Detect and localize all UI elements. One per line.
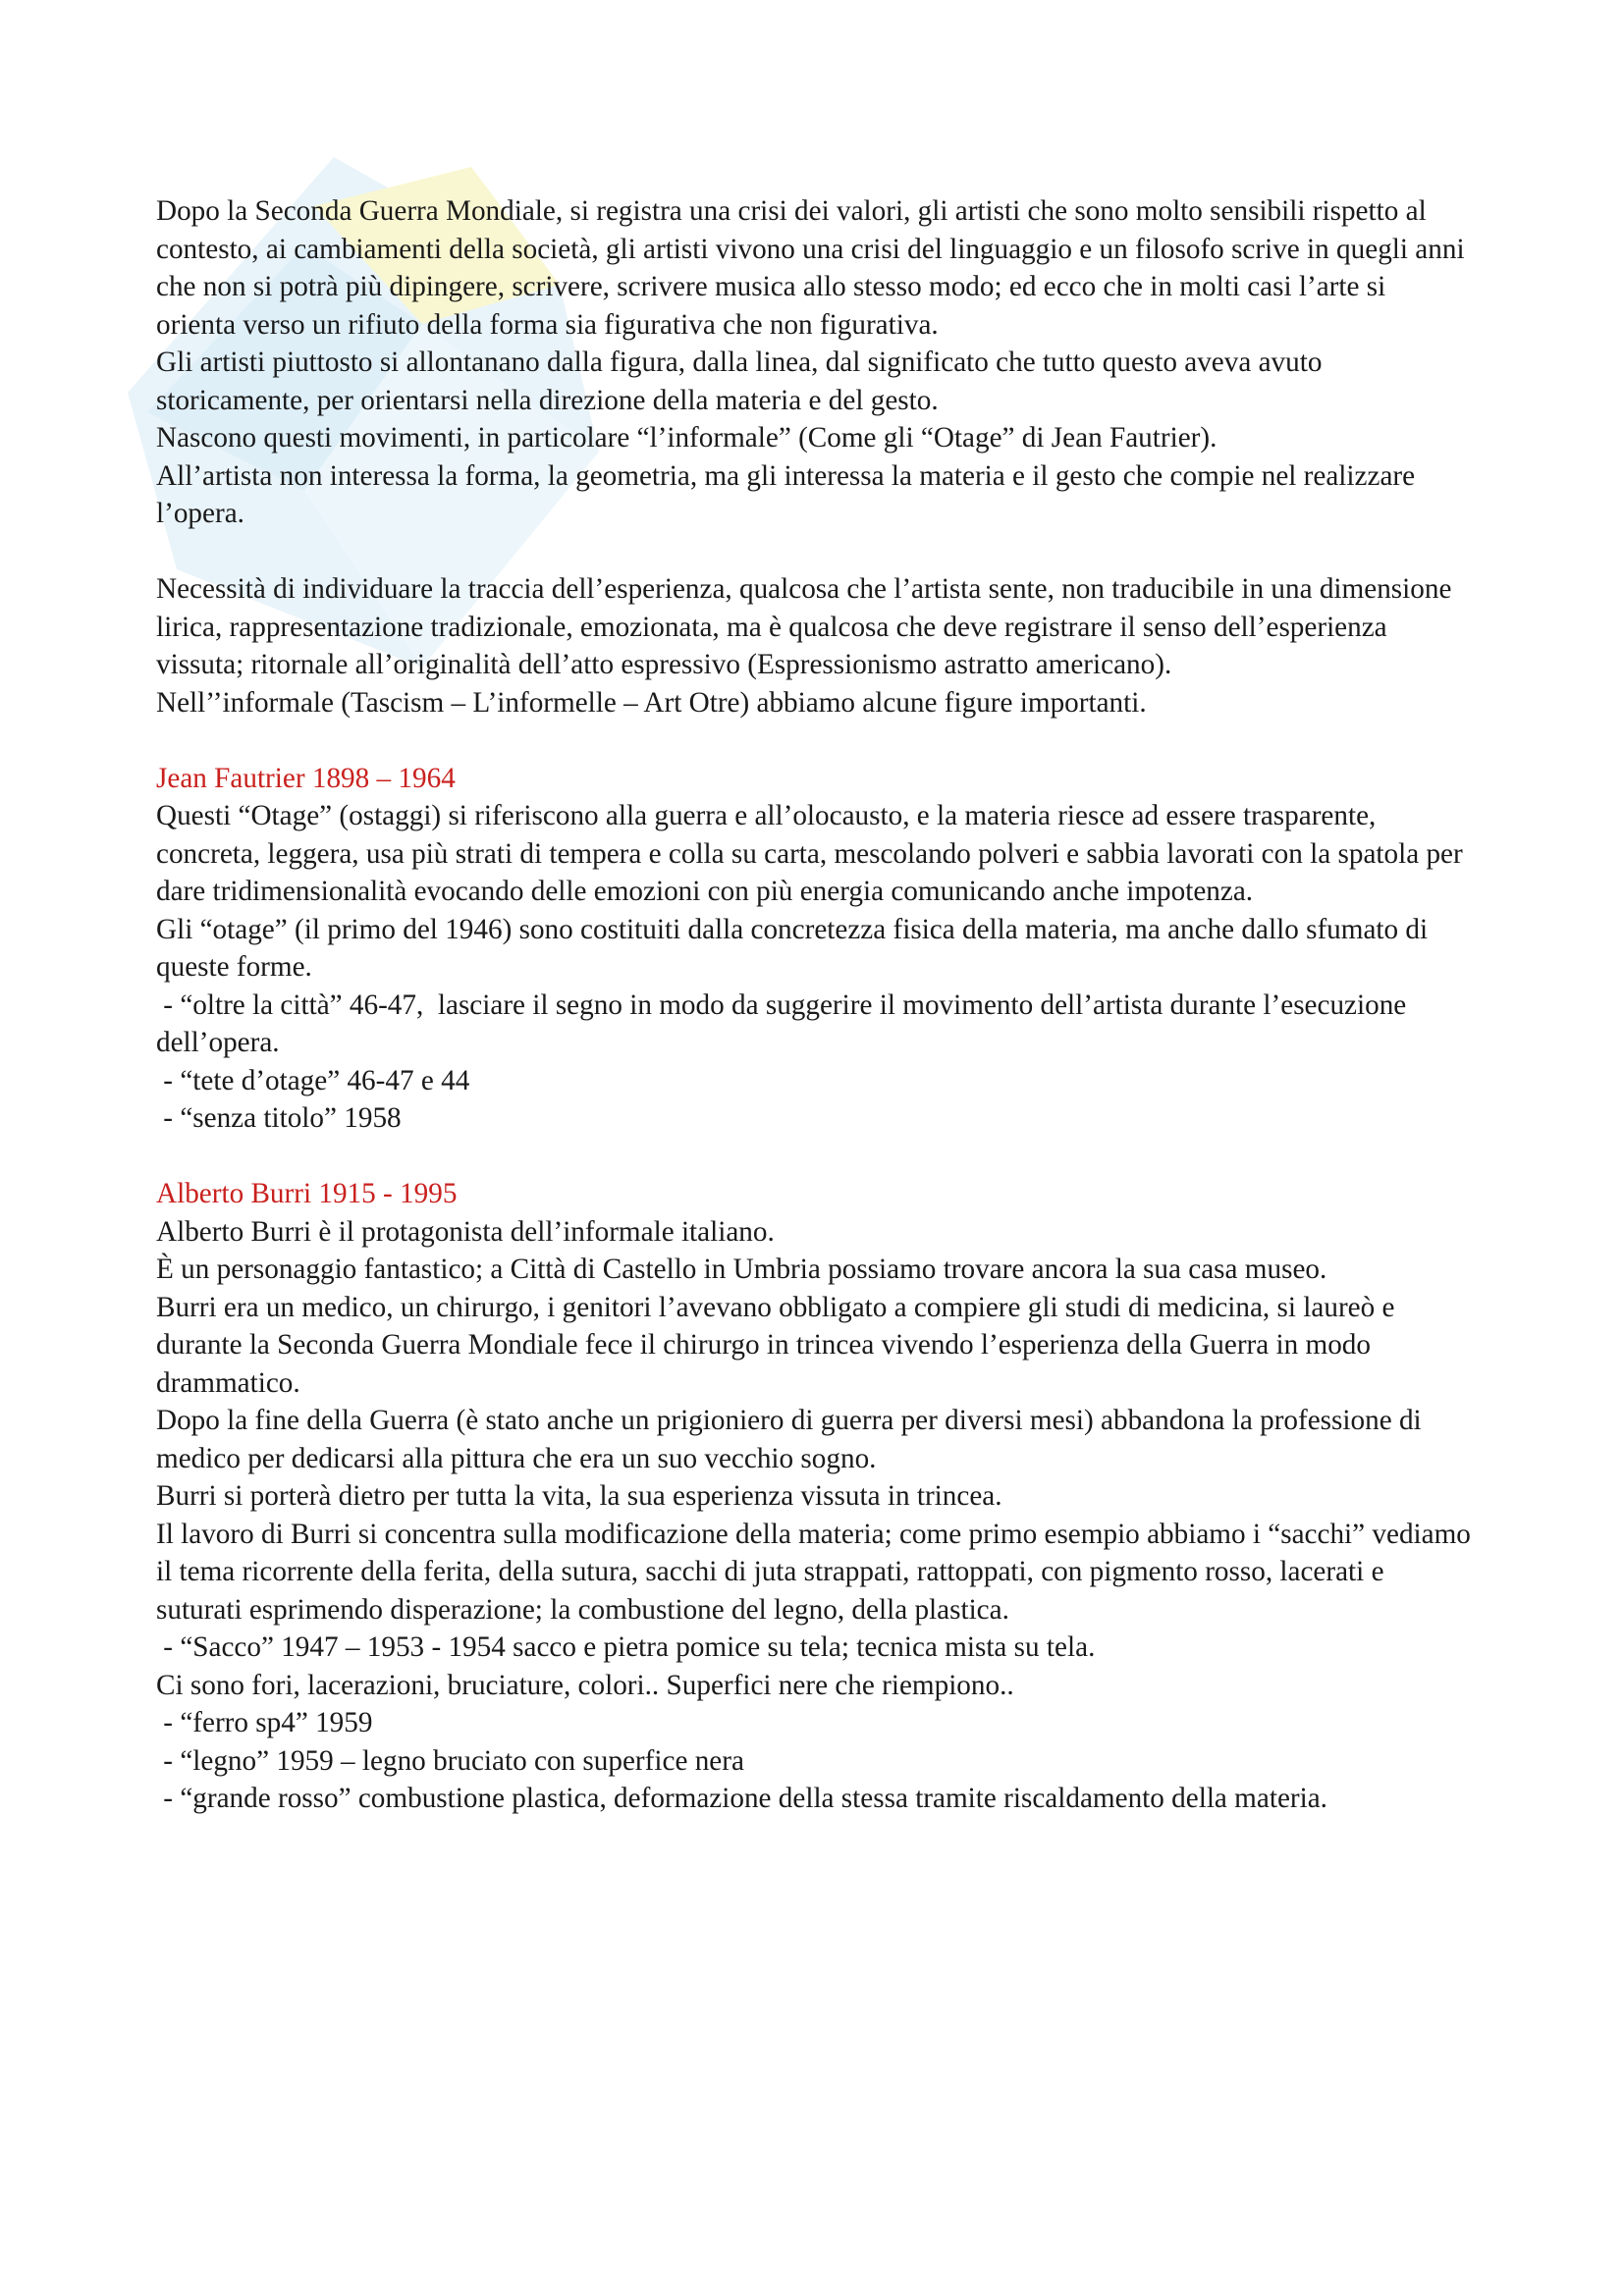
intro-paragraph: All’artista non interessa la forma, la geometria, ma gli interessa la materia e il gesto che compie nel realizzare l’opera.: [156, 459, 1423, 529]
burri-list-item: - “legno” 1959 – legno bruciato con superfice nera: [156, 1744, 744, 1777]
burri-list-item: - “Sacco” 1947 – 1953 - 1954 sacco e pietra pomice su tela; tecnica mista su tela.: [156, 1631, 1096, 1663]
paragraph-spacer: [156, 721, 1472, 760]
fautrier-list-item: - “senza titolo” 1958: [156, 1102, 402, 1134]
burri-paragraph: Burri si porterà dietro per tutta la vita, la sua esperienza vissuta in trincea.: [156, 1480, 1002, 1512]
section-heading-burri: Alberto Burri 1915 - 1995: [156, 1178, 458, 1209]
burri-paragraph: Ci sono fori, lacerazioni, bruciature, colori.. Superfici nere che riempiono..: [156, 1669, 1014, 1701]
burri-list-item: - “grande rosso” combustione plastica, deformazione della stessa tramite riscaldamento della materia.: [156, 1783, 1327, 1814]
burri-list-item: - “ferro sp4” 1959: [156, 1707, 373, 1738]
document-body: [156, 192, 1479, 1818]
burri-paragraph: Dopo la fine della Guerra (è stato anche un prigioniero di guerra per diversi mesi) abbandona la professione di medico per dedicarsi alla pittura che era un suo vecchio sogno.: [156, 1405, 1429, 1474]
paragraph-spacer: [156, 533, 1472, 571]
body-paragraph: Nell’’informale (Tascism – L’informelle – Art Otre) abbiamo alcune figure importanti.: [156, 686, 1147, 719]
body-paragraph: Necessità di individuare la traccia dell’esperienza, qualcosa che l’artista sente, non traducibile in una dimensione lirica, rappresentazione tradizionale, emozionata, ma è qualcosa che deve registrare il senso dell’esperienza vissuta; ritornale all’originalità dell’atto espressivo (Espressionismo astratto americano).: [156, 573, 1459, 680]
burri-paragraph: È un personaggio fantastico; a Città di Castello in Umbria possiamo trovare ancora la sua casa museo.: [156, 1254, 1327, 1285]
intro-paragraph: Dopo la Seconda Guerra Mondiale, si registra una crisi dei valori, gli artisti che sono molto sensibili rispetto al contesto, ai cambiamenti della società, gli artisti vivono una crisi del linguaggio e un filosofo scrive in quegli anni che non si potrà più dipingere, scrivere, scrivere musica allo stesso modo; ed ecco che in molti casi l’arte si orienta verso un rifiuto della forma sia figurativa che non figurativa.: [156, 195, 1472, 341]
fautrier-paragraph: Questi “Otage” (ostaggi) si riferiscono alla guerra e all’olocausto, e la materia riesce ad essere trasparente, concreta, leggera, usa più strati di tempera e colla su carta, mescolando polveri e sabbia lavorati con la spatola per dare tridimensionalità evocando delle emozioni con più energia comunicando anche impotenza.: [156, 800, 1471, 907]
burri-paragraph: Il lavoro di Burri si concentra sulla modificazione della materia; come primo esempio abbiamo i “sacchi” vediamo il tema ricorrente della ferita, della sutura, sacchi di juta strappati, rattoppati, con pigmento rosso, lacerati e suturati esprimendo disperazione; la combustione del legno, della plastica.: [156, 1518, 1479, 1626]
burri-paragraph: Alberto Burri è il protagonista dell’informale italiano.: [156, 1215, 775, 1248]
section-heading-fautrier: Jean Fautrier 1898 – 1964: [156, 762, 456, 794]
intro-paragraph: Gli artisti piuttosto si allontanano dalla figura, dalla linea, dal significato che tutto questo aveva avuto storicamente, per orientarsi nella direzione della materia e del gesto.: [156, 347, 1329, 416]
burri-paragraph: Burri era un medico, un chirurgo, i genitori l’avevano obbligato a compiere gli studi di medicina, si laureò e durante la Seconda Guerra Mondiale fece il chirurgo in trincea vivendo l’esperienza della Guerra in modo drammatico.: [156, 1291, 1402, 1399]
intro-paragraph: Nascono questi movimenti, in particolare “l’informale” (Come gli “Otage” di Jean Fautrier).: [156, 422, 1217, 454]
fautrier-list-item: - “oltre la città” 46-47, lasciare il segno in modo da suggerire il movimento dell’artista durante l’esecuzione dell’opera.: [156, 988, 1414, 1058]
fautrier-list-item: - “tete d’otage” 46-47 e 44: [156, 1064, 470, 1096]
fautrier-paragraph: Gli “otage” (il primo del 1946) sono costituiti dalla concretezza fisica della materia, ma anche dallo sfumato di queste forme.: [156, 913, 1435, 983]
paragraph-spacer: [156, 1138, 1472, 1176]
